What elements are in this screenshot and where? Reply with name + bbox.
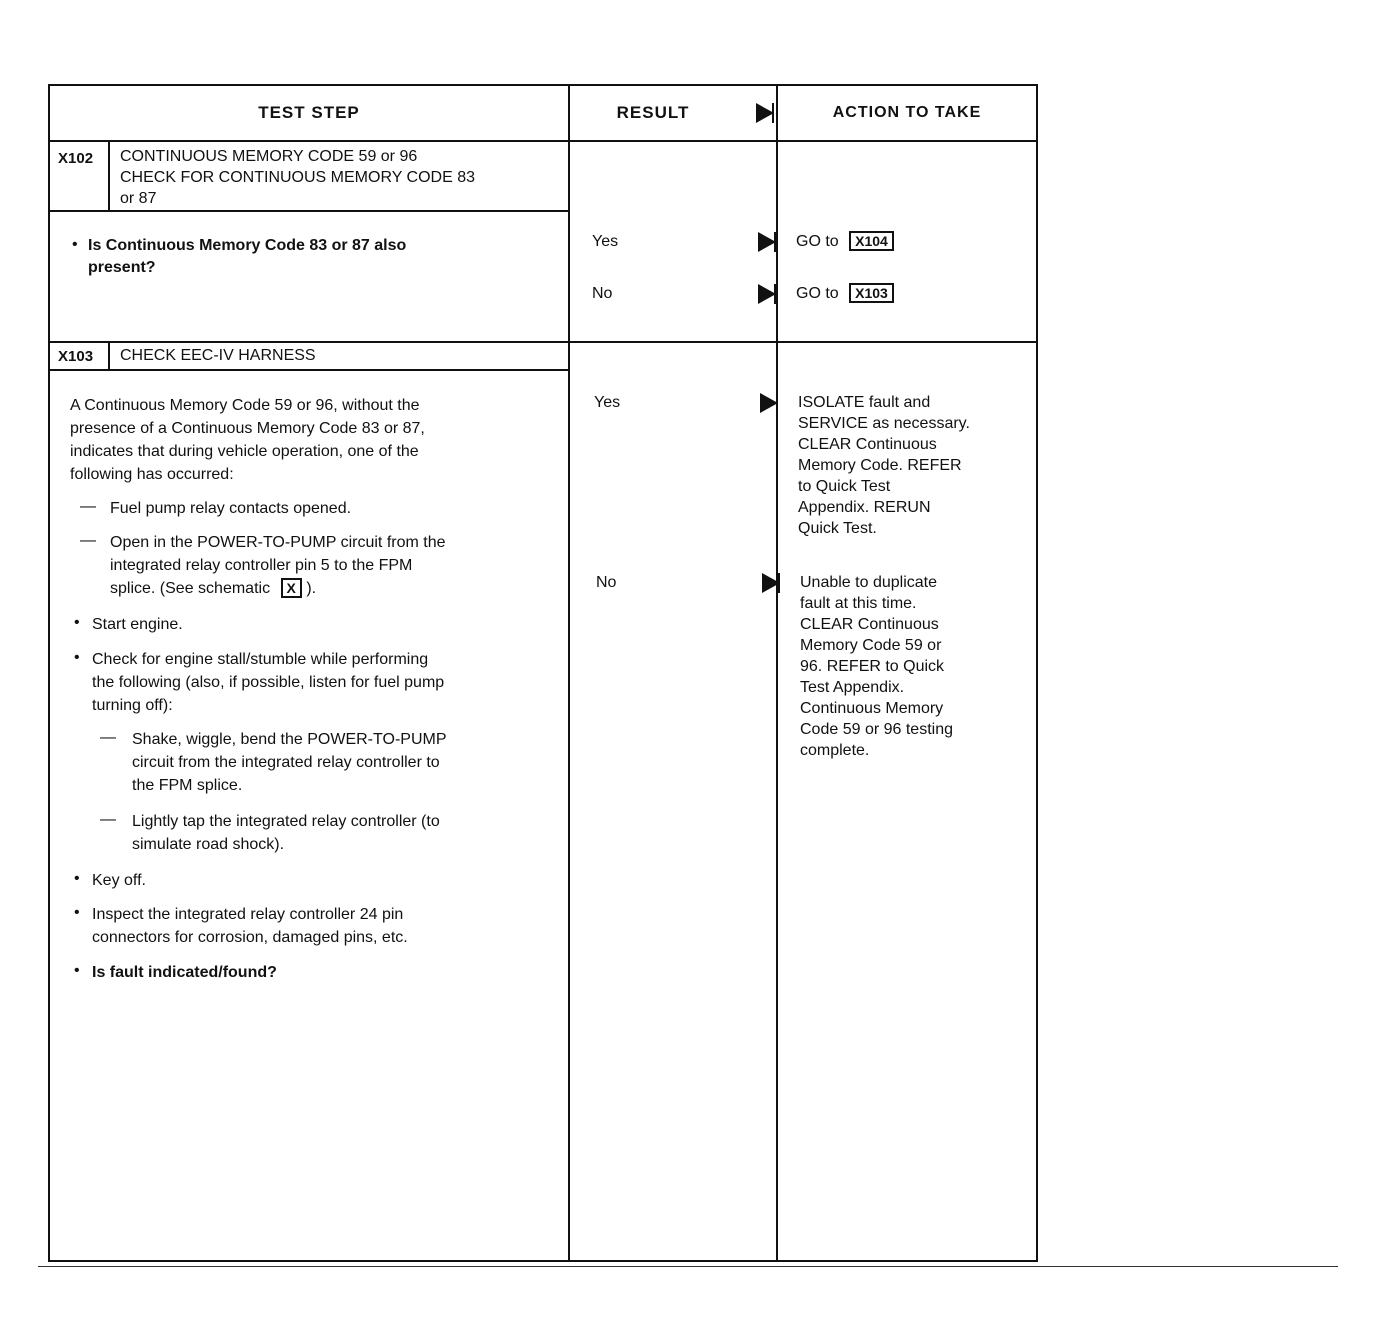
- x103-dash1: Fuel pump relay contacts opened.: [110, 500, 352, 517]
- x103-bullet-key-marker: •: [74, 870, 80, 887]
- x103-yes-action-1: ISOLATE fault and: [798, 394, 931, 411]
- x103-subdash2-1: Lightly tap the integrated relay controller (to: [132, 813, 440, 830]
- x103-dash2-line3-text: splice. (See schematic: [110, 580, 271, 597]
- schematic-ref[interactable]: X: [281, 578, 302, 598]
- x102-question-line2: present?: [88, 259, 156, 276]
- x103-question: Is fault indicated/found?: [92, 964, 277, 981]
- x102-title-underline: [50, 210, 568, 212]
- x103-no-action-9: complete.: [800, 742, 870, 759]
- x103-subdash1-marker: —: [100, 729, 116, 746]
- x103-no-label: No: [596, 574, 617, 591]
- header-arrow-icon: [756, 103, 774, 123]
- x103-question-marker: •: [74, 962, 80, 979]
- x103-dash2-end: ).: [306, 580, 317, 597]
- x103-no-action-1: Unable to duplicate: [800, 574, 937, 591]
- x102-yes-label: Yes: [592, 233, 619, 250]
- x102-question-bullet: •: [72, 236, 78, 253]
- x103-dash2-marker: —: [80, 532, 96, 549]
- x103-yes-action-6: Appendix. RERUN: [798, 499, 931, 516]
- x103-intro-1: A Continuous Memory Code 59 or 96, without the: [70, 397, 420, 414]
- x102-title-line2: CHECK FOR CONTINUOUS MEMORY CODE 83: [120, 169, 476, 186]
- x102-yes-goto: GO to: [796, 233, 839, 250]
- x103-bullet-inspect-1: Inspect the integrated relay controller 24 pin: [92, 906, 404, 923]
- x103-yes-arrow-icon: [760, 393, 778, 413]
- test-step-table: [48, 84, 1038, 1262]
- x103-dash2-line2: integrated relay controller pin 5 to the FPM: [110, 557, 413, 574]
- x102-title-line3: or 87: [120, 190, 157, 207]
- x103-yes-label: Yes: [594, 394, 621, 411]
- x103-no-action-5: 96. REFER to Quick: [800, 658, 945, 675]
- x103-subdash2-2: simulate road shock).: [132, 836, 285, 853]
- header-action: ACTION TO TAKE: [832, 104, 982, 121]
- x103-intro-2: presence of a Continuous Memory Code 83 or 87,: [70, 420, 425, 437]
- header-test-step: TEST STEP: [258, 103, 360, 122]
- x103-bullet-start-marker: •: [74, 614, 80, 631]
- header-divider: [50, 140, 1036, 142]
- x103-yes-action-5: to Quick Test: [798, 478, 891, 495]
- x103-no-action-4: Memory Code 59 or: [800, 637, 942, 654]
- step-id-x103: X103: [58, 348, 94, 365]
- divider-action: [776, 86, 778, 1260]
- x103-dash1-marker: —: [80, 498, 96, 515]
- x102-yes-arrow-icon: [758, 232, 776, 252]
- x103-bullet-check-1: Check for engine stall/stumble while performing: [92, 651, 429, 668]
- x103-no-arrow-icon: [762, 573, 780, 593]
- x103-yes-action-3: CLEAR Continuous: [798, 436, 937, 453]
- x102-yes-action: [796, 231, 894, 253]
- x102-title-line1: CONTINUOUS MEMORY CODE 59 or 96: [120, 148, 418, 165]
- x103-yes-action-7: Quick Test.: [798, 520, 877, 537]
- x103-bullet-inspect-2: connectors for corrosion, damaged pins, etc.: [92, 929, 408, 946]
- x103-no-action-2: fault at this time.: [800, 595, 917, 612]
- x102-no-goto: GO to: [796, 285, 839, 302]
- x103-no-action-8: Code 59 or 96 testing: [800, 721, 953, 738]
- x102-question-line1: Is Continuous Memory Code 83 or 87 also: [88, 237, 407, 254]
- x103-intro-4: following has occurred:: [70, 466, 234, 483]
- x102-section-divider: [50, 341, 1036, 343]
- x103-subdash1-3: the FPM splice.: [132, 777, 243, 794]
- x103-subdash1-1: Shake, wiggle, bend the POWER-TO-PUMP: [132, 731, 447, 748]
- header-result-label: RESULT: [616, 103, 690, 122]
- x103-yes-action-2: SERVICE as necessary.: [798, 415, 970, 432]
- x103-bullet-key: Key off.: [92, 872, 146, 889]
- divider-result: [568, 86, 570, 1260]
- x103-subdash1-2: circuit from the integrated relay controller to: [132, 754, 440, 771]
- x102-no-action: [796, 283, 894, 305]
- x102-yes-ref[interactable]: X104: [849, 231, 894, 251]
- x103-bullet-start: Start engine.: [92, 616, 183, 633]
- x103-no-action-6: Test Appendix.: [800, 679, 905, 696]
- x103-subdash2-marker: —: [100, 811, 116, 828]
- x102-no-ref[interactable]: X103: [849, 283, 894, 303]
- header-result: [570, 86, 776, 140]
- step-id-x102: X102: [58, 150, 94, 167]
- x103-title-underline: [50, 369, 568, 371]
- x103-bullet-check-3: turning off):: [92, 697, 173, 714]
- x102-no-label: No: [592, 285, 613, 302]
- x102-id-divider: [108, 142, 110, 212]
- x103-dash2-line3: [110, 578, 316, 600]
- x103-title: CHECK EEC-IV HARNESS: [120, 347, 316, 364]
- x103-yes-action-4: Memory Code. REFER: [798, 457, 962, 474]
- x103-bullet-check-2: the following (also, if possible, listen for fuel pump: [92, 674, 445, 691]
- x103-id-divider: [108, 343, 110, 369]
- x103-no-action-3: CLEAR Continuous: [800, 616, 939, 633]
- x103-bullet-inspect-marker: •: [74, 904, 80, 921]
- x103-no-action-7: Continuous Memory: [800, 700, 944, 717]
- x103-dash2-line1: Open in the POWER-TO-PUMP circuit from the: [110, 534, 446, 551]
- page-footer-rule: [38, 1266, 1338, 1267]
- x102-no-arrow-icon: [758, 284, 776, 304]
- x103-intro-3: indicates that during vehicle operation, one of the: [70, 443, 419, 460]
- x103-bullet-check-marker: •: [74, 649, 80, 666]
